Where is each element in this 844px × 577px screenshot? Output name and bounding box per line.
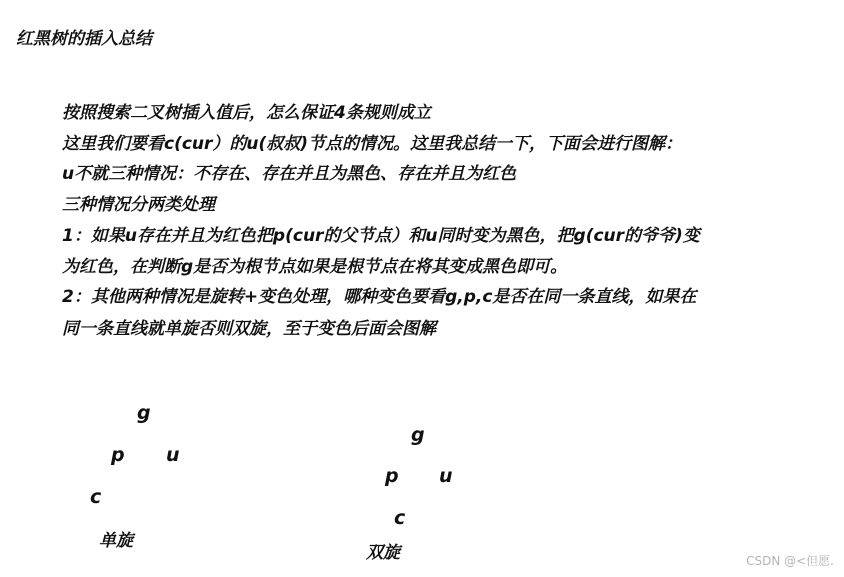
page-title: 红黑树的插入总结 [16, 29, 152, 49]
paragraph-line-5: 1：如果u存在并且为红色把p(cur的父节点）和u同时变为黑色，把g(cur的爷爷)变 [62, 226, 700, 246]
paragraph-line-8: 同一条直线就单旋否则双旋，至于变色后面会图解 [62, 319, 436, 339]
paragraph-line-1: 按照搜索二叉树插入值后，怎么保证4条规则成立 [62, 103, 431, 123]
double-rotation-caption: 双旋 [366, 543, 400, 563]
node-u: u [439, 465, 453, 487]
paragraph-line-7: 2：其他两种情况是旋转+变色处理，哪种变色要看g,p,c是否在同一条直线，如果在 [62, 287, 697, 307]
node-g: g [137, 402, 151, 424]
node-c: c [394, 507, 406, 529]
csdn-watermark: CSDN @<但愿. [746, 554, 834, 568]
paragraph-line-6: 为红色，在判断g是否为根节点如果是根节点在将其变成黑色即可。 [62, 257, 568, 277]
single-rotation-caption: 单旋 [99, 531, 133, 551]
node-c: c [90, 486, 102, 508]
paragraph-line-4: 三种情况分两类处理 [62, 195, 215, 215]
node-u: u [166, 444, 180, 466]
node-g: g [411, 424, 425, 446]
paragraph-line-2: 这里我们要看c(cur）的u(叔叔)节点的情况。这里我总结一下，下面会进行图解： [62, 134, 683, 154]
paragraph-line-3: u不就三种情况：不存在、存在并且为黑色、存在并且为红色 [62, 164, 517, 184]
node-p: p [385, 465, 399, 487]
node-p: p [111, 444, 125, 466]
